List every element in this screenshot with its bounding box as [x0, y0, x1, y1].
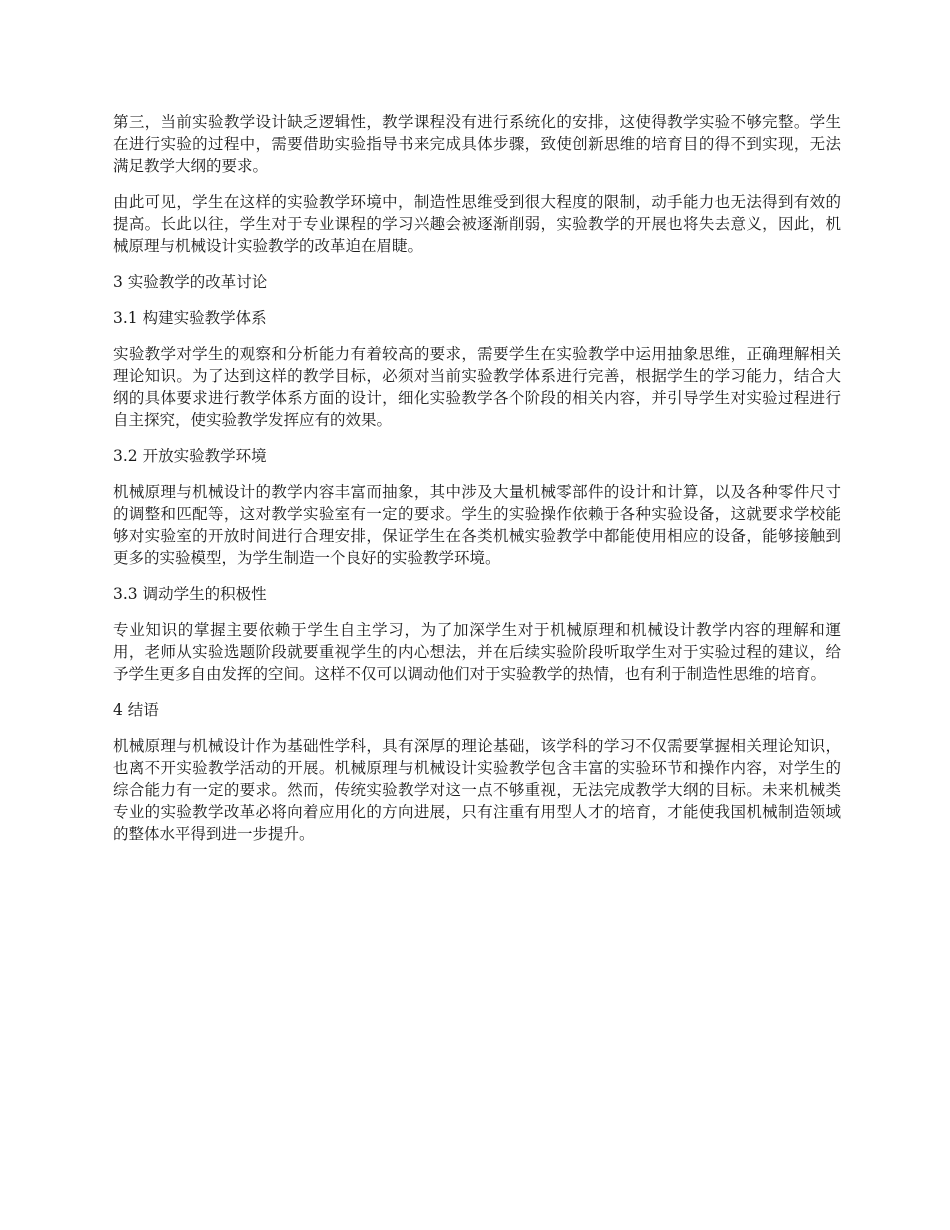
subsection-heading-3-1: 3.1 构建实验教学体系: [113, 309, 267, 327]
document-page: [113, 111, 841, 859]
paragraph-3-3: 专业知识的掌握主要依赖于学生自主学习，为了加深学生对于机械原理和机械设计教学内容的理解和運用，老师从实验选题阶段就要重视学生的内心想法，并在后续实验阶段听取学生对于实验过程的建议，给予学生更多自由发挥的空间。这样不仅可以调动他们对于实验教学的热情，也有利于制造性思维的培育。: [113, 621, 841, 683]
subsection-heading-3-3: 3.3 调动学生的积极性: [113, 585, 267, 603]
section-heading-3: 3 实验教学的改革讨论: [113, 273, 268, 291]
paragraph-4: 机械原理与机械设计作为基础性学科，具有深厚的理论基础，该学科的学习不仅需要掌握相关理论知识，也离不开实验教学活动的开展。机械原理与机械设计实验教学包含丰富的实验环节和操作内容，对学生的综合能力有一定的要求。然而，传统实验教学对这一点不够重视，无法完成教学大纲的目标。未来机械类专业的实验教学改革必将向着应用化的方向进展，只有注重有用型人才的培育，才能使我国机械制造领域的整体水平得到进一步提升。: [113, 737, 841, 843]
paragraph-third-point: 第三，当前实验教学设计缺乏逻辑性，教学课程没有进行系统化的安排，这使得教学实验不够完整。学生在进行实验的过程中，需要借助实验指导书来完成具体步骤，致使创新思维的培育目的得不到实现，无法满足教学大纲的要求。: [113, 113, 841, 175]
paragraph-3-1: 实验教学对学生的观察和分析能力有着较高的要求，需要学生在实验教学中运用抽象思维，正确理解相关理论知识。为了达到这样的教学目标，必须对当前实验教学体系进行完善，根据学生的学习能力，结合大纲的具体要求进行教学体系方面的设计，细化实验教学各个阶段的相关内容，并引导学生对实验过程进行自主探究，使实验教学发挥应有的效果。: [113, 345, 841, 429]
subsection-heading-3-2: 3.2 开放实验教学环境: [113, 447, 267, 465]
section-heading-4: 4 结语: [113, 701, 159, 719]
paragraph-3-2: 机械原理与机械设计的教学内容丰富而抽象，其中涉及大量机械零部件的设计和计算，以及各种零件尺寸的调整和匹配等，这对教学实验室有一定的要求。学生的实验操作依赖于各种实验设备，这就要求学校能够对实验室的开放时间进行合理安排，保证学生在各类机械实验教学中都能使用相应的设备，能够接触到更多的实验模型，为学生制造一个良好的实验教学环境。: [113, 483, 841, 567]
paragraph-conclusion-of-problems: 由此可见，学生在这样的实验教学环境中，制造性思维受到很大程度的限制，动手能力也无法得到有效的提高。长此以往，学生对于专业课程的学习兴趣会被逐渐削弱，实验教学的开展也将失去意义，因此，机械原理与机械设计实验教学的改革迫在眉睫。: [113, 193, 841, 255]
